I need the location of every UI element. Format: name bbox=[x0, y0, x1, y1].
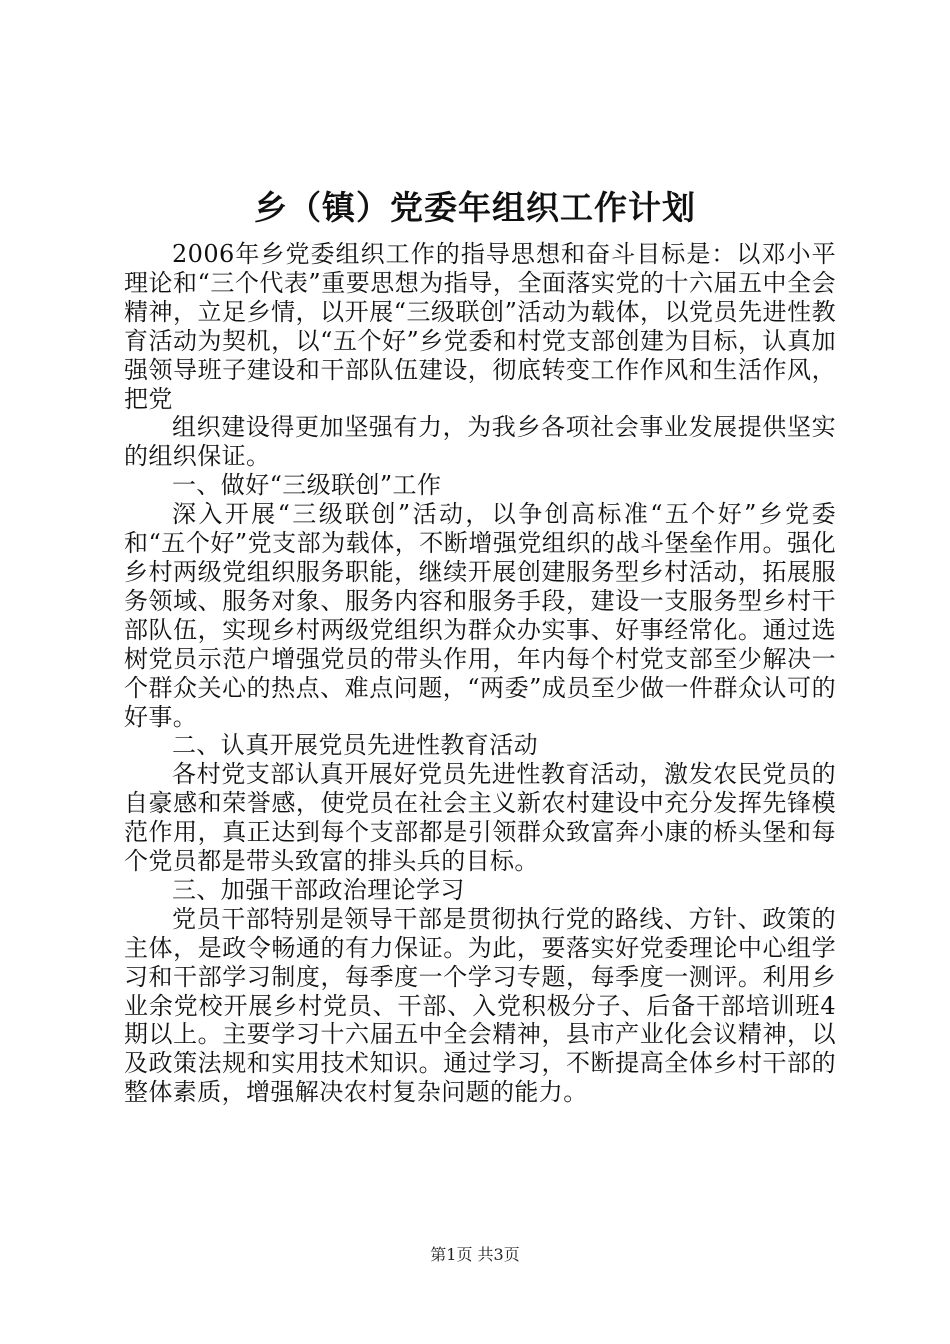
paragraph-intro-continued: 组织建设得更加坚强有力，为我乡各项社会事业发展提供坚实的组织保证。 bbox=[124, 413, 836, 471]
paragraph-intro: 2006年乡党委组织工作的指导思想和奋斗目标是：以邓小平理论和“三个代表”重要思想为指导，全面落实党的十六届五中全会精神，立足乡情，以开展“三级联创”活动为载体，以党员先进性教育活动为契机，以“五个好”乡党委和村党支部创建为目标，认真加强领导班子建设和干部队伍建设，彻底转变工作作风和生活作风，把党 bbox=[124, 240, 836, 413]
document-body bbox=[124, 240, 836, 1107]
section-heading-2: 二、认真开展党员先进性教育活动 bbox=[172, 731, 538, 760]
paragraph-section-3: 党员干部特别是领导干部是贯彻执行党的路线、方针、政策的主体，是政令畅通的有力保证。为此，要落实好党委理论中心组学习和干部学习制度，每季度一个学习专题，每季度一测评。利用乡业余党校开展乡村党员、干部、入党积极分子、后备干部培训班4期以上。主要学习十六届五中全会精神，县市产业化会议精神，以及政策法规和实用技术知识。通过学习，不断提高全体乡村干部的整体素质，增强解决农村复杂问题的能力。 bbox=[124, 904, 836, 1107]
paragraph-section-2: 各村党支部认真开展好党员先进性教育活动，激发农民党员的自豪感和荣誉感，使党员在社会主义新农村建设中充分发挥先锋模范作用，真正达到每个支部都是引领群众致富奔小康的桥头堡和每个党员都是带头致富的排头兵的目标。 bbox=[124, 760, 836, 876]
document-title: 乡（镇）党委年组织工作计划 bbox=[254, 188, 696, 227]
paragraph-section-1: 深入开展“三级联创”活动，以争创高标准“五个好”乡党委和“五个好”党支部为载体，不断增强党组织的战斗堡垒作用。强化乡村两级党组织服务职能，继续开展创建服务型乡村活动，拓展服务领域、服务对象、服务内容和服务手段，建设一支服务型乡村干部队伍，实现乡村两级党组织为群众办实事、好事经常化。通过选树党员示范户增强党员的带头作用，年内每个村党支部至少解决一个群众关心的热点、难点问题，“两委”成员至少做一件群众认可的好事。 bbox=[124, 500, 836, 731]
page-number-footer: 第1页 共3页 bbox=[430, 1245, 520, 1264]
section-heading-1: 一、做好“三级联创”工作 bbox=[172, 471, 442, 500]
section-heading-3: 三、加强干部政治理论学习 bbox=[172, 875, 465, 904]
